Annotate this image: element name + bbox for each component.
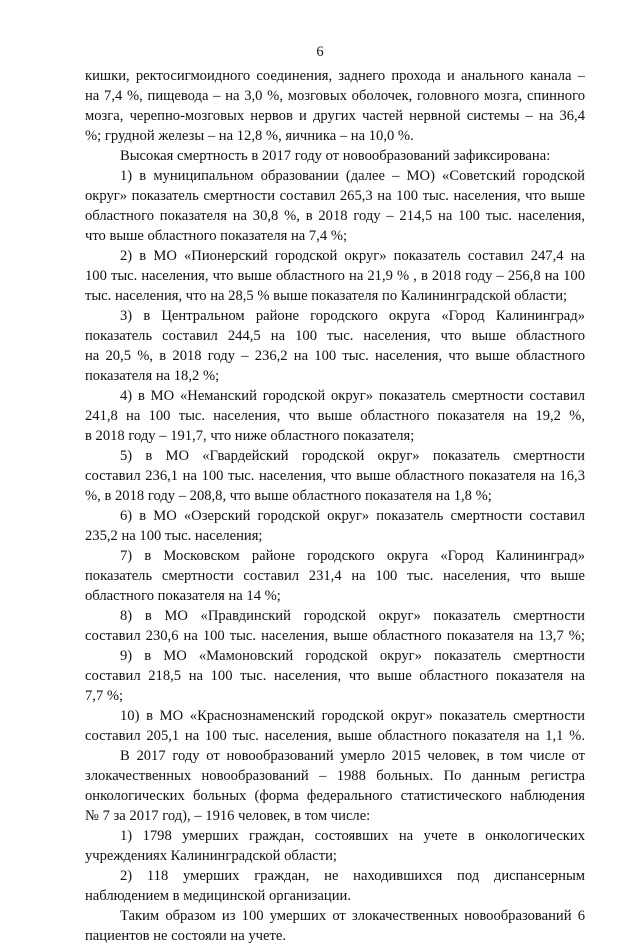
text-line: 241,8 на 100 тыс. населения, что выше областного показателя на 19,2 %, xyxy=(85,408,585,424)
text-line: 1) в муниципальном образовании (далее – МО) «Советский городской xyxy=(120,168,585,184)
text-line: областного показателя на 30,8 %, в 2018 году – 214,5 на 100 тыс. населения, xyxy=(85,208,585,224)
text-line: Таким образом из 100 умерших от злокачественных новообразований 6 xyxy=(120,908,585,924)
text-line: 2) 118 умерших граждан, не находившихся под диспансерным xyxy=(120,868,585,884)
text-line: кишки, ректосигмоидного соединения, заднего прохода и анального канала – xyxy=(85,68,585,84)
text-line: 8) в МО «Правдинский городской округ» показатель смертности xyxy=(120,608,585,624)
text-line: тыс. населения, что на 28,5 % выше показателя по Калининградской области; xyxy=(85,288,568,304)
text-line: 3) в Центральном районе городского округа «Город Калининград» xyxy=(120,308,585,324)
text-line: показателя на 18,2 %; xyxy=(85,368,220,384)
text-line: 235,2 на 100 тыс. населения; xyxy=(85,528,263,544)
text-line: в 2018 году – 191,7, что ниже областного показателя; xyxy=(85,428,415,444)
text-line: Высокая смертность в 2017 году от новообразований зафиксирована: xyxy=(120,148,551,164)
text-line: на 20,5 %, в 2018 году – 236,2 на 100 тыс. населения, что выше областного xyxy=(85,348,585,364)
text-line: пациентов не состояли на учете. xyxy=(85,928,286,944)
text-line: показатель смертности составил 231,4 на 100 тыс. населения, что выше xyxy=(85,568,585,584)
text-line: 10) в МО «Краснознаменский городской округ» показатель смертности xyxy=(120,708,585,724)
text-line: составил 236,1 на 100 тыс. населения, что выше областного показателя на 16,3 xyxy=(85,468,585,484)
text-line: № 7 за 2017 год), – 1916 человек, в том числе: xyxy=(85,808,371,824)
text-line: областного показателя на 14 %; xyxy=(85,588,281,604)
text-line: В 2017 году от новообразований умерло 2015 человек, в том числе от xyxy=(120,748,585,764)
text-line: 7,7 %; xyxy=(85,688,124,704)
text-line: составил 218,5 на 100 тыс. населения, что выше областного показателя на xyxy=(85,668,585,684)
text-line: 1) 1798 умерших граждан, состоявших на учете в онкологических xyxy=(120,828,585,844)
text-line: составил 230,6 на 100 тыс. населения, выше областного показателя на 13,7 %; xyxy=(85,628,585,644)
text-line: %, в 2018 году – 208,8, что выше областного показателя на 1,8 %; xyxy=(85,488,492,504)
text-line: %; грудной железы – на 12,8 %, яичника – на 10,0 %. xyxy=(85,128,414,144)
text-line: 5) в МО «Гвардейский городской округ» показатель смертности xyxy=(120,448,585,464)
page-number: 6 xyxy=(316,44,324,60)
text-line: показатель составил 244,5 на 100 тыс. населения, что выше областного xyxy=(85,328,585,344)
text-line: 100 тыс. населения, что выше областного на 21,9 % , в 2018 году – 256,8 на 100 xyxy=(85,268,585,284)
text-line: мозга, черепно-мозговых нервов и других частей нервной системы – на 36,4 xyxy=(85,108,585,124)
text-line: учреждениях Калининградской области; xyxy=(85,848,337,864)
text-line: округ» показатель смертности составил 265,3 на 100 тыс. населения, что выше xyxy=(85,188,585,204)
text-line: 6) в МО «Озерский городской округ» показатель смертности составил xyxy=(120,508,585,524)
text-line: составил 205,1 на 100 тыс. населения, выше областного показателя на 1,1 %. xyxy=(85,728,585,744)
document-body xyxy=(85,66,585,946)
text-line: 4) в МО «Неманский городской округ» показатель смертности составил xyxy=(120,388,585,404)
text-line: на 7,4 %, пищевода – на 3,0 %, мозговых оболочек, головного мозга, спинного xyxy=(85,88,585,104)
text-line: злокачественных новообразований – 1988 больных. По данным регистра xyxy=(85,768,585,784)
text-line: 9) в МО «Мамоновский городской округ» показатель смертности xyxy=(120,648,585,664)
text-line: наблюдением в медицинской организации. xyxy=(85,888,351,904)
text-line: онкологических больных (форма федерального статистического наблюдения xyxy=(85,788,585,804)
text-line: что выше областного показателя на 7,4 %; xyxy=(85,228,348,244)
text-line: 7) в Московском районе городского округа «Город Калининград» xyxy=(120,548,585,564)
text-line: 2) в МО «Пионерский городской округ» показатель составил 247,4 на xyxy=(120,248,585,264)
